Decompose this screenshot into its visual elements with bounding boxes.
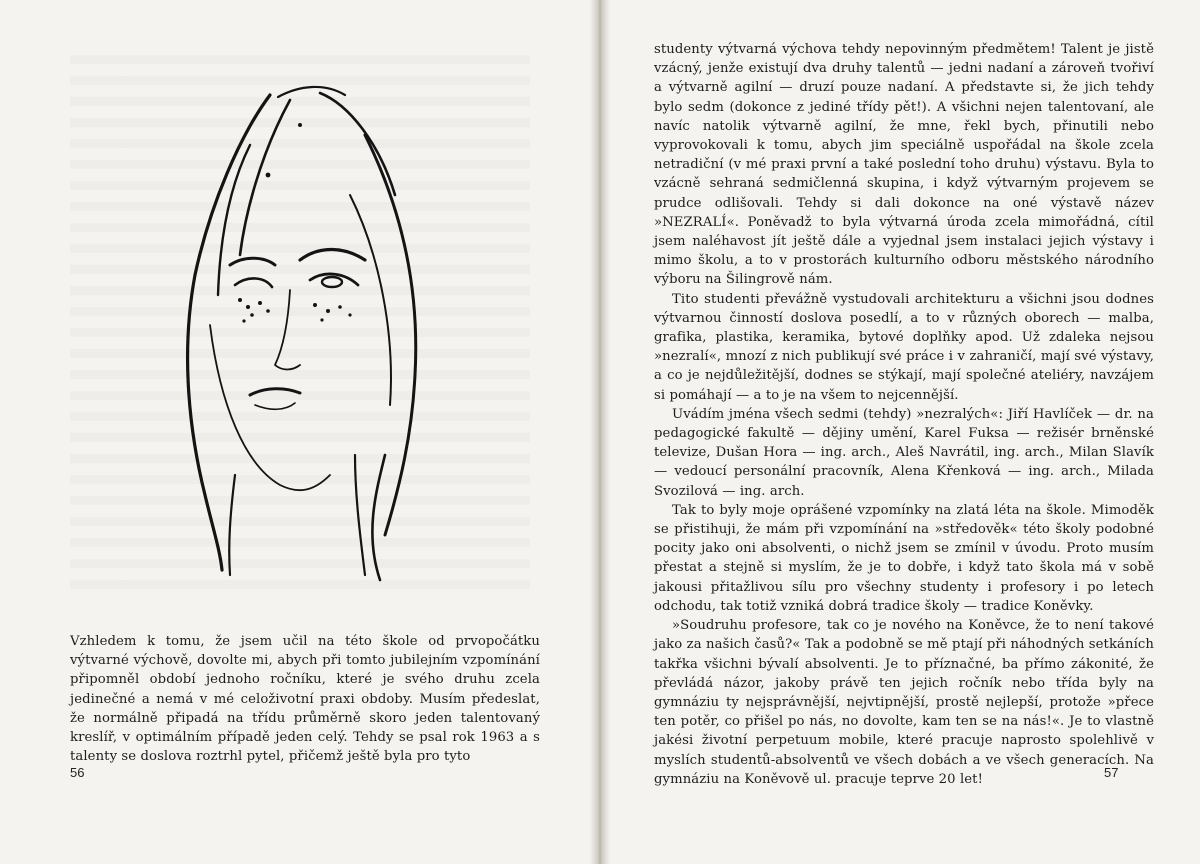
right-page-text: [654, 40, 1154, 789]
paragraph: studenty výtvarná výchova tehdy nepovinným předmětem! Talent je jistě vzácný, jenže existují dva druhy talentů — jedni nadaní a zároveň tvořiví a výtvarně agilní — druzí pouze nadaní. A představte si, že jich tehdy bylo sedm (dokonce z jediné třídy pět!). A všichni nejen talentovaní, ale navíc natolik výtvarně agilní, že mne, řekl bych, přinutili nebo vyprovokovali k tomu, abych jim speciálně uspořádal na škole zcela netradiční (v mé praxi první a také poslední toho druhu) výstavu. Byla to vzácně sehraná sedmičlenná skupina, i když výtvarným projevem se prudce odlišovali. Tehdy si dali dokonce na oné výstavě název »NEZRALÍ«. Poněvadž to byla výtvarná úroda zcela mimořádná, cítil jsem naléhavost jít ještě dále a vyjednal jsem instalaci jejich výstavy i mimo školu, a to v prostorách kulturního odboru městského národního výboru na Šilingrově nám.: [654, 42, 1154, 288]
page-number: 56: [70, 765, 85, 780]
page-number: 57: [1104, 765, 1119, 780]
paragraph: Tak to byly moje oprášené vzpomínky na zlatá léta na škole. Mimoděk se přistihuji, že mám při vzpomínání na »středověk« této školy podobné pocity jako oni absolventi, o nichž jsem se zmínil v úvodu. Proto musím přestat a stejně si myslím, že je to dobře, i když tato škola má v sobě jakousi přitažlivou sílu pro všechny studenty i profesory i po letech odchodu, tak totiž vzniká dobrá tradice školy — tradice Koněvky.: [654, 502, 1154, 614]
paragraph: Tito studenti převážně vystudovali architekturu a všichni jsou dodnes výtvarnou činností doslova posedlí, a to v různých oborech — malba, grafika, plastika, keramika, bytové doplňky apod. Už zdaleka nejsou »nezralí«, mnozí z nich publikují své práce i v zahraničí, mají své výstavy, a co je nejdůležitější, dodnes se stýkají, mají společné ateliéry, navzájem si pomáhají — a to je na všem to nejcennější.: [654, 291, 1154, 403]
right-page: [604, 0, 1200, 864]
paragraph: Vzhledem k tomu, že jsem učil na této škole od prvopočátku výtvarné výchově, dovolte mi, abych při tomto jubilejním vzpomínání připomněl období jednoho ročníku, které je svého druhu zcela jedinečné a nemá v mé celoživotní praxi obdoby. Musím předeslat, že normálně připadá na třídu průměrně skoro jeden talentovaný kreslíř, v optimálním případě jeden celý. Tehdy se psal rok 1963 a s talenty se doslova roztrhl pytel, přičemž ještě byla pro tyto: [70, 634, 540, 765]
portrait-sketch-icon: [150, 75, 450, 595]
paragraph: Uvádím jména všech sedmi (tehdy) »nezralých«: Jiří Havlíček — dr. na pedagogické fakultě — dějiny umění, Karel Fuksa — režisér brněnské televize, Dušan Hora — ing. arch., Aleš Navrátil, ing. arch., Milan Slavík — vedoucí personální pracovník, Alena Křenková — ing. arch., Milada Svozilová — ing. arch.: [654, 406, 1154, 499]
book-gutter: [590, 0, 610, 864]
paragraph: »Soudruhu profesore, tak co je nového na Koněvce, že to není takové jako za našich časů?« Tak a podobně se mě ptají při náhodných setkáních takřka všichni bývalí absolventi. Je to příznačné, ba přímo zákonité, že převládá názor, jakoby právě ten jejich ročník nebo třída byly na gymnáziu ty nejsprávnější, nejvtipnější, prostě nejlepší, protože »přece ten potěr, co přišel po nás, no dovolte, kam ten se na nás!«. Je to vlastně jakési životní perpetuum mobile, které pracuje naprosto spolehlivě v myslích studentů-absolventů ve všech dobách a ve všech generacích. Na gymnáziu na Koněvově ul. pracuje teprve 20 let!: [654, 618, 1154, 787]
left-page: [0, 0, 596, 864]
left-page-text: [70, 632, 540, 766]
